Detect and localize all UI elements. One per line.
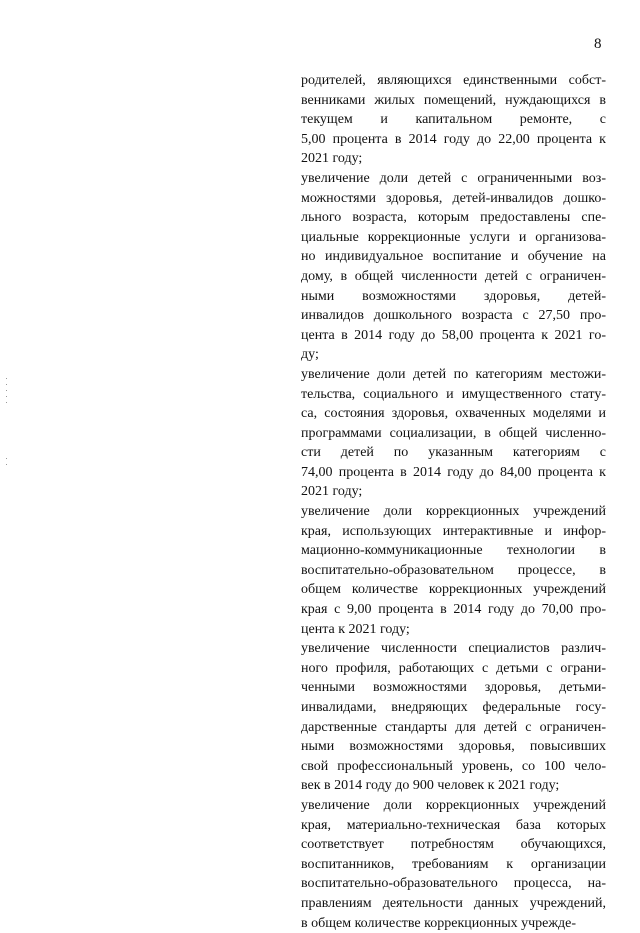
text-line: инвалидами, внедряющих федеральные госу- (301, 700, 606, 715)
margin-dots (6, 378, 10, 468)
text-line: дарственные стандарты для детей с ограничен- (301, 719, 606, 735)
text-line: циальные коррекционные услуги и организова- (301, 229, 606, 245)
paragraph (301, 365, 606, 502)
text-line: края, материально-техническая база которых (301, 817, 606, 833)
text-line: венниками жилых помещений, нуждающихся в (301, 92, 606, 108)
text-line: увеличение численности специалистов различ- (301, 641, 606, 657)
text-line: воспитательно-образовательного процесса, на- (301, 876, 606, 892)
text-line: увеличение доли коррекционных учреждений (301, 797, 606, 813)
page-number: 8 (594, 36, 602, 52)
text-line: дому, в общей численности детей с ограничен- (301, 268, 606, 284)
text-line: инвалидов дошкольного возраста с 27,50 про- (301, 308, 606, 324)
paragraph (301, 639, 606, 796)
paragraph (301, 169, 606, 365)
text-line: сти детей по указанным категориям с (301, 445, 606, 461)
text-line: можностями здоровья, детей-инвалидов дошко- (301, 190, 606, 206)
text-line: правлениям деятельности данных учреждений, (301, 895, 606, 911)
text-line: родителей, являющихся единственными собст- (301, 73, 606, 88)
text-line: ного профиля, работающих с детьми с ограни- (301, 660, 606, 676)
text-line: ченными возможностями здоровья, детьми- (301, 680, 606, 696)
text-line: увеличение доли детей с ограниченными воз- (301, 170, 606, 186)
text-line: но индивидуальное воспитание и обучение на (301, 249, 606, 265)
paragraph (301, 796, 606, 933)
paragraph (301, 502, 606, 639)
text-line: тельства, социального и имущественного стату- (301, 386, 606, 402)
text-line: соответствует потребностям обучающихся, (301, 837, 606, 853)
text-line: век в 2014 году до 900 человек к 2021 году; (301, 778, 560, 794)
text-line: увеличение доли детей по категориям местожи- (301, 366, 606, 382)
text-line: ными возможностями здоровья, детей- (301, 288, 606, 304)
text-line: края с 9,00 процента в 2014 году до 70,00 про- (301, 602, 606, 618)
paragraph (301, 71, 606, 169)
text-line: текущем и капитальном ремонте, с (301, 112, 606, 128)
text-line: цента в 2014 году до 58,00 процента к 2021 го- (301, 327, 606, 343)
text-line: цента к 2021 году; (301, 621, 410, 637)
text-line: ными возможностями здоровья, повысивших (301, 739, 606, 755)
text-line: программами социализации, в общей численно- (301, 425, 606, 441)
text-line: свой профессиональный уровень, со 100 чело- (301, 758, 606, 774)
text-line: увеличение доли коррекционных учреждений (301, 504, 606, 520)
text-line: края, использующих интерактивные и инфор- (301, 523, 606, 539)
text-line: мационно-коммуникационные технологии в (301, 543, 606, 559)
text-line: общем количестве коррекционных учреждений (301, 582, 606, 598)
text-line: воспитанников, требованиям к организации (301, 856, 606, 872)
text-line: 5,00 процента в 2014 году до 22,00 процента к (301, 131, 606, 147)
text-line: 2021 году; (301, 484, 363, 500)
text-line: льного возраста, которым предоставлены спе- (301, 210, 606, 226)
text-line: са, состояния здоровья, охваченных моделями и (301, 406, 606, 422)
text-line: воспитательно-образовательном процессе, в (301, 562, 606, 578)
text-line: 74,00 процента в 2014 году до 84,00 процента к (301, 464, 606, 480)
text-line: в общем количестве коррекционных учрежде- (301, 915, 577, 931)
text-line: ду; (301, 347, 319, 363)
text-line: 2021 году; (301, 151, 363, 167)
document-body (301, 71, 606, 933)
